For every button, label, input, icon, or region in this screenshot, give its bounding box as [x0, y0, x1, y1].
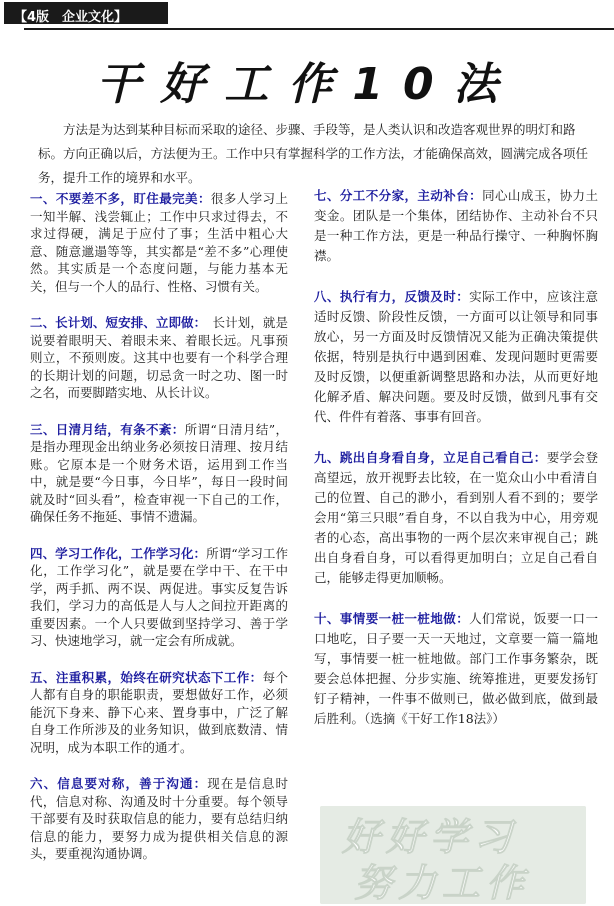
section-heading: 六、信息要对称，善于沟通： [30, 776, 208, 791]
intro-paragraph: 方法是为达到某种目标而采取的途径、步骤、手段等，是人类认识和改造客观世界的明灯和路标。方向正确以后，方法便为王。工作中只有掌握科学的工作方法，才能确保高效，圆满完成各项任务，提升工作的境界和水平。 [38, 122, 589, 185]
section-6 [30, 775, 288, 863]
section-9 [314, 448, 598, 588]
section-5 [30, 669, 288, 757]
section-heading: 八、执行有力，反馈及时： [314, 289, 470, 304]
section-heading: 四、学习工作化，工作学习化： [30, 545, 207, 561]
header-rule [24, 28, 614, 30]
section-body: 很多人学习上一知半解、浅尝辄止；工作中只求过得去，不求过得硬，满足于应付了事；生活中粗心大意、随意邋遢等等，其实都是“差不多”心理使然。其实质是一个态度问题，与能力基本无关，但与一个人的品行、性格、习惯有关。 [30, 191, 288, 294]
right-column [314, 186, 598, 750]
calligraphy-image [320, 806, 586, 904]
section-heading: 一、不要差不多，盯住最完美： [30, 191, 211, 206]
section-10 [314, 609, 598, 729]
section-heading: 七、分工不分家，主动补台： [314, 188, 483, 203]
section-body: 同心山成玉，协力土变金。团队是一个集体，团结协作、主动补台不只是一种工作方法，更是一种品行操守、一种胸怀胸襟。 [314, 188, 598, 263]
section-2 [30, 314, 288, 402]
section-tag: 【4版 企业文化】 [14, 10, 128, 25]
section-body: 人们常说，饭要一口一口地吃，日子要一天一天地过，文章要一篇一篇地写，事情要一桩一桩地做。部门工作事务繁杂，既要会总体把握、分步实施、统筹推进，更要发扬钉钉子精神，一件事不做则已，做必做到底，做到最后胜利。（选摘《干好工作18法》） [314, 611, 598, 726]
section-body: 要学会登高望远，放开视野去比较，在一览众山小中看清自己的位置、自己的渺小，看到别人看不到的；要学会用“第三只眼”看自身，不以自我为中心，用旁观者的心态，高出事物的一两个层次来审视自己；跳出自身看自身，可以看得更加明白；立足自己看自己，能够走得更加顺畅。 [314, 450, 598, 585]
section-3 [30, 421, 288, 526]
section-heading: 九、跳出自身看自身，立足自己看自己： [314, 450, 547, 465]
header-bar [4, 2, 168, 24]
section-heading: 三、日清月结，有条不紊： [30, 421, 185, 437]
page-title: 干好工作10法 [96, 59, 518, 110]
section-heading: 五、注重积累，始终在研究状态下工作： [30, 669, 263, 685]
section-body: 现在是信息时代，信息对称、沟通及时十分重要。每个领导干部要有及时获取信息的能力，要有总结归纳信息的能力，要努力成为提供相关信息的源头，要重视沟通协调。 [30, 776, 288, 861]
section-7 [314, 186, 598, 266]
section-body: 长计划，就是说要着眼明天、着眼未来、着眼长远。凡事预则立，不预则废。这其中也要有一个科学合理的长期计划的问题，切忌贪一时之功、图一时之名，而要脚踏实地、从长计议。 [30, 315, 288, 400]
section-body: 每个人都有自身的职能职责，要想做好工作，必须能沉下身来、静下心来、置身事中，广泛了解自身工作所涉及的业务知识，做到底数清、情况明，成为本职工作的通才。 [30, 669, 288, 755]
section-body: 所谓“学习工作化，工作学习化”，就是要在学中干、在干中学，两手抓、两不误、两促进。事实反复告诉我们，学习力的高低是人与人之间拉开距离的重要因素。一个人只要做到坚持学习、善于学习、快速地学习，就一定会有所成就。 [30, 545, 288, 648]
calligraphy-line-2: 努力工作 [354, 861, 531, 904]
calligraphy-graphic [320, 806, 586, 904]
calligraphy-line-1: 好好学习 [342, 815, 519, 859]
section-heading: 十、事情要一桩一桩地做： [314, 611, 470, 626]
section-8 [314, 287, 598, 427]
section-heading: 二、长计划、短安排、立即做： [30, 315, 200, 330]
section-body: 实际工作中，应该注意适时反馈、阶段性反馈，一方面可以让领导和同事放心，另一方面及时反馈情况又能为正确决策提供依据，特别是执行中遇到困难、发现问题时更需要及时反馈，以便重新调整思路和办法，从而更好地化解矛盾、解决问题。要及时反馈，做到凡事有交代、件件有着落、事事有回音。 [314, 289, 598, 424]
section-1 [30, 190, 288, 295]
left-column [30, 190, 288, 882]
section-body: 所谓“日清月结”，是指办理现金出纳业务必须按日清理、按月结账。它原本是一个财务术语，运用到工作当中，就是要“今日事，今日毕”，每日一段时间就及时“回头看”，检查审视一下自己的工作，确保任务不拖延、事情不遗漏。 [30, 421, 288, 524]
section-4 [30, 545, 288, 650]
